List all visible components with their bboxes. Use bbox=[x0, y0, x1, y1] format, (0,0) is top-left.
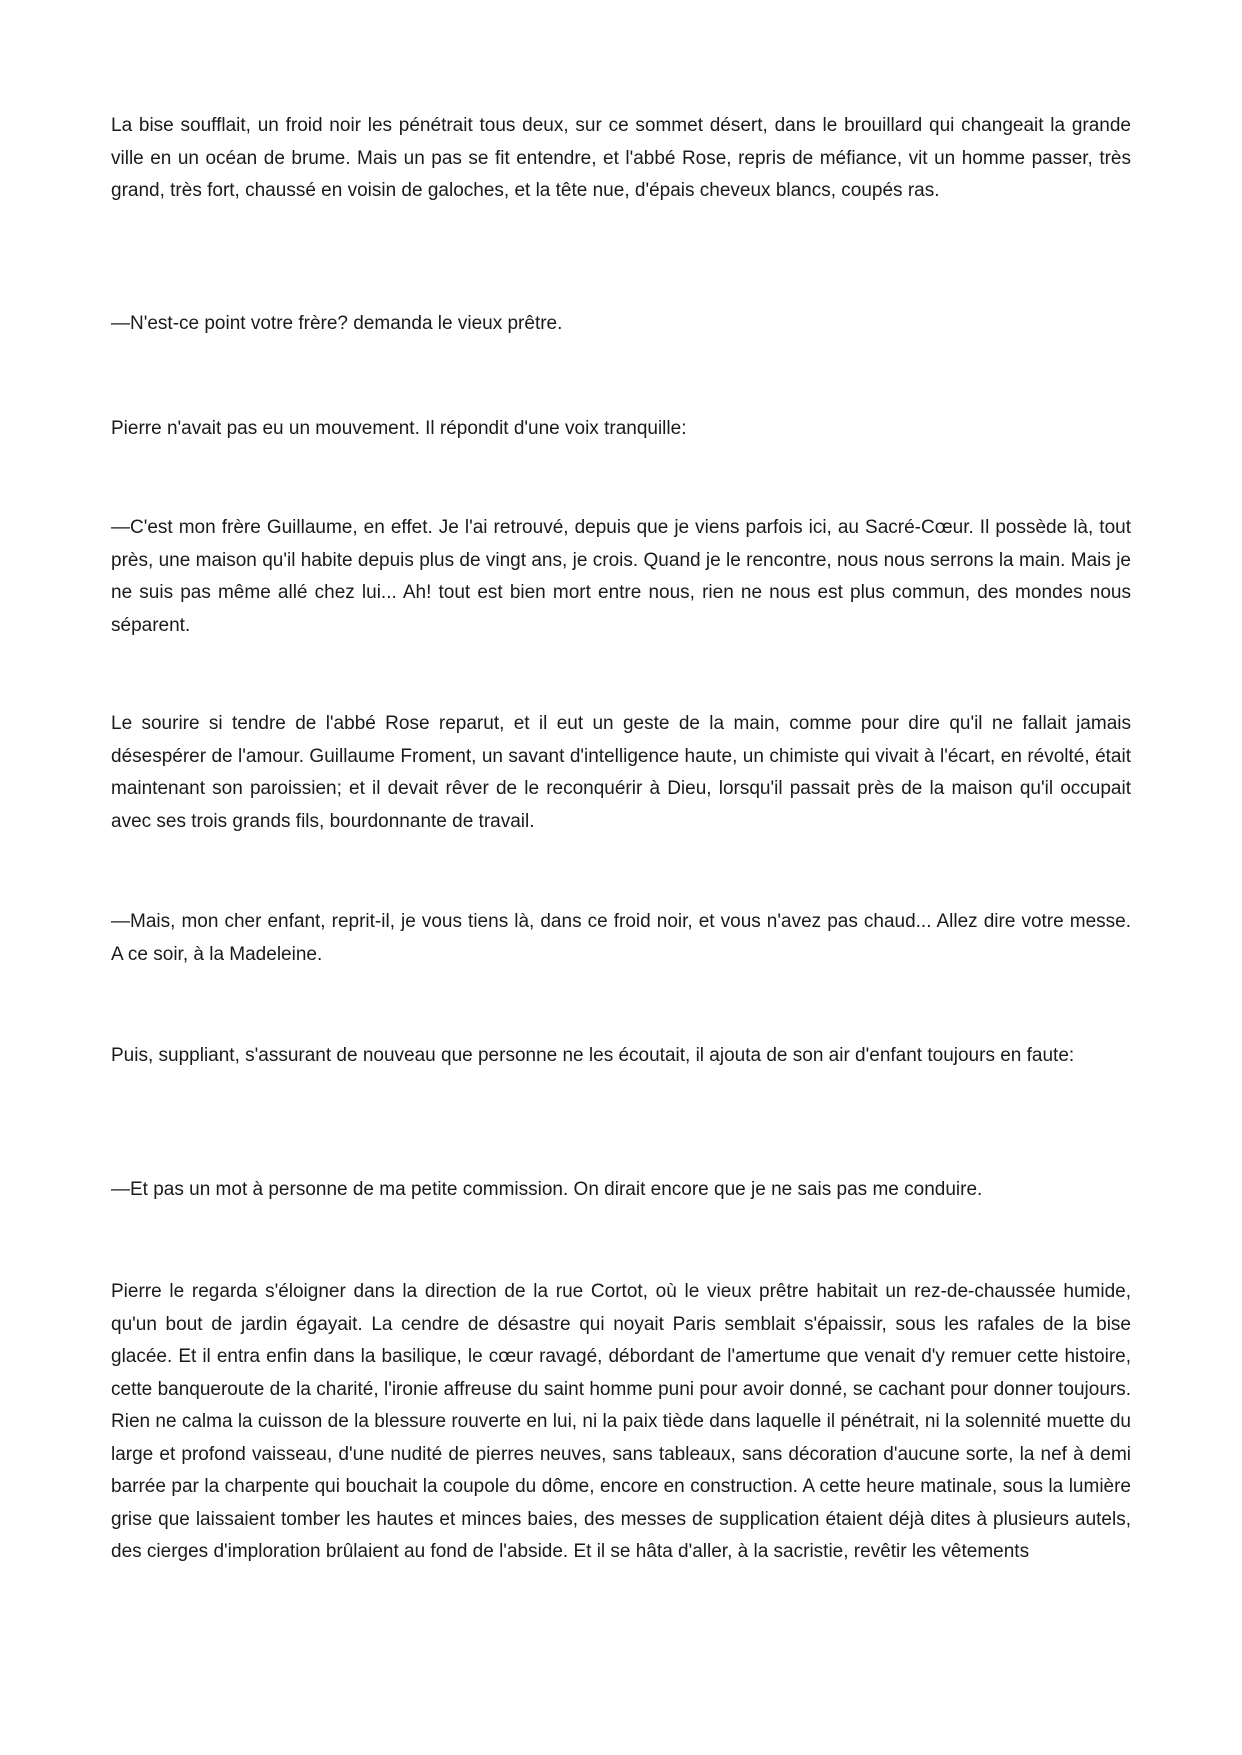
paragraph-1: La bise soufflait, un froid noir les pénétrait tous deux, sur ce sommet désert, dans le brouillard qui changeait la grande ville en un océan de brume. Mais un pas se fit entendre, et l'abbé Rose, repris de méfiance, vit un homme passer, très grand, très fort, chaussé en voisin de galoches, et la tête nue, d'épais cheveux blancs, coupés ras. bbox=[111, 115, 1131, 201]
paragraph-5: Le sourire si tendre de l'abbé Rose reparut, et il eut un geste de la main, comme pour dire qu'il ne fallait jamais désespérer de l'amour. Guillaume Froment, un savant d'intelligence haute, un chimiste qui vivait à l'écart, en révolté, était maintenant son paroissien; et il devait rêver de le reconquérir à Dieu, lorsqu'il passait près de la maison qu'il occupait avec ses trois grands fils, bourdonnante de travail. bbox=[111, 713, 1131, 832]
paragraph-6: —Mais, mon cher enfant, reprit-il, je vous tiens là, dans ce froid noir, et vous n'avez pas chaud... Allez dire votre messe. A ce soir, à la Madeleine. bbox=[111, 911, 1131, 965]
paragraph-9: Pierre le regarda s'éloigner dans la direction de la rue Cortot, où le vieux prêtre habitait un rez-de-chaussée humide, qu'un bout de jardin égayait. La cendre de désastre qui noyait Paris semblait s'épaissir, sous les rafales de la bise glacée. Et il entra enfin dans la basilique, le cœur ravagé, débordant de l'amertume que venait d'y remuer cette histoire, cette banqueroute de la charité, l'ironie affreuse du saint homme puni pour avoir donné, se cachant pour donner toujours. Rien ne calma la cuisson de la blessure rouverte en lui, ni la paix tiède dans laquelle il pénétrait, ni la solennité muette du large et profond vaisseau, d'une nudité de pierres neuves, sans tableaux, sans décoration d'aucune sorte, la nef à demi barrée par la charpente qui bouchait la coupole du dôme, encore en construction. A cette heure matinale, sous la lumière grise que laissaient tomber les hautes et minces baies, des messes de supplication étaient déjà dites à plusieurs autels, des cierges d'imploration brûlaient au fond de l'abside. Et il se hâta d'aller, à la sacristie, revêtir les vêtements bbox=[111, 1281, 1131, 1562]
paragraph-2: —N'est-ce point votre frère? demanda le vieux prêtre. bbox=[111, 313, 563, 334]
paragraph-7: Puis, suppliant, s'assurant de nouveau que personne ne les écoutait, il ajouta de son air d'enfant toujours en faute: bbox=[111, 1045, 1075, 1066]
paragraph-3: Pierre n'avait pas eu un mouvement. Il répondit d'une voix tranquille: bbox=[111, 418, 687, 439]
paragraph-8: —Et pas un mot à personne de ma petite commission. On dirait encore que je ne sais pas me conduire. bbox=[111, 1179, 983, 1200]
paragraph-4: —C'est mon frère Guillaume, en effet. Je l'ai retrouvé, depuis que je viens parfois ici, au Sacré-Cœur. Il possède là, tout près, une maison qu'il habite depuis plus de vingt ans, je crois. Quand je le rencontre, nous nous serrons la main. Mais je ne suis pas même allé chez lui... Ah! tout est bien mort entre nous, rien ne nous est plus commun, des mondes nous séparent. bbox=[111, 517, 1131, 636]
